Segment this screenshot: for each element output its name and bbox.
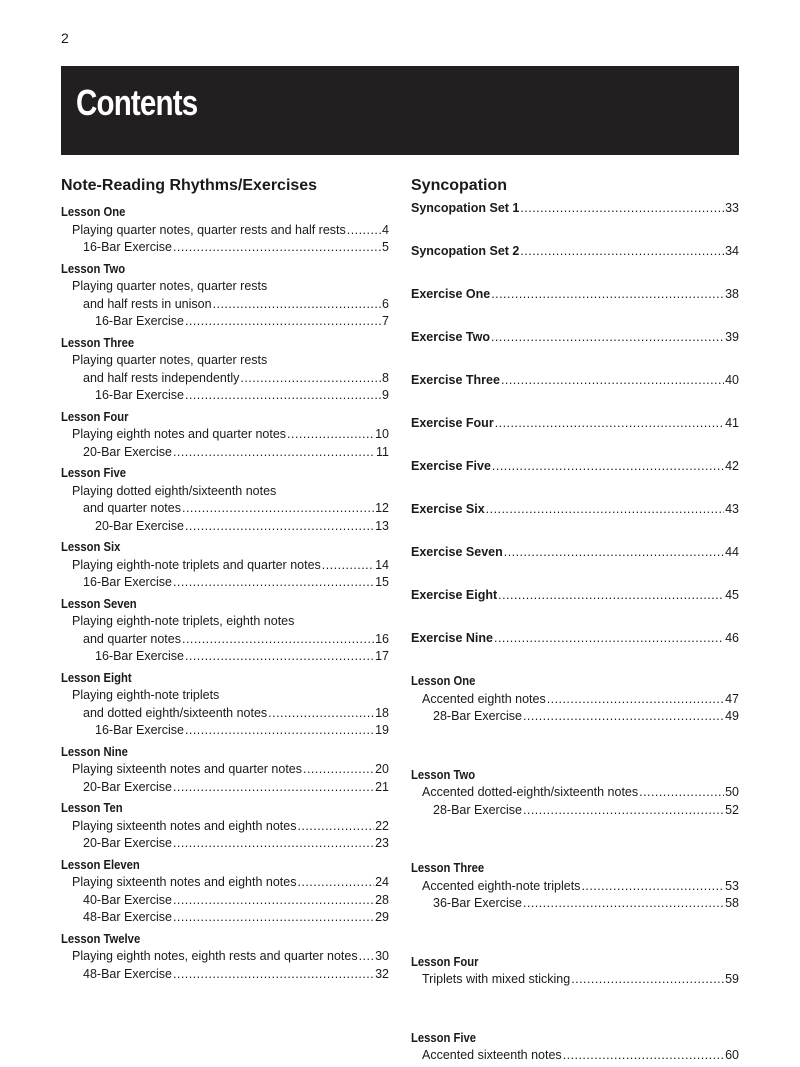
lesson-title[interactable]: Lesson Ten: [61, 801, 123, 815]
toc-entry-page: 8: [382, 370, 389, 385]
dot-leader: [523, 708, 724, 726]
dot-leader: [359, 948, 374, 966]
toc-entry-label: 16-Bar Exercise: [95, 723, 184, 737]
toc-entry-page: 46: [725, 631, 739, 645]
toc-entry-page: 6: [382, 296, 389, 311]
toc-entry-page: 21: [375, 779, 389, 794]
toc-entry-label: and quarter notes: [83, 501, 181, 515]
toc-entry-label: and half rests independently: [83, 370, 240, 385]
toc-entry[interactable]: [61, 966, 389, 984]
toc-entry-label: Playing eighth notes and quarter notes: [72, 427, 287, 441]
toc-entry[interactable]: [411, 895, 739, 913]
toc-entry-page: 44: [725, 545, 739, 559]
toc-entry-label: and half rests in unison: [83, 296, 212, 311]
toc-entry-page: 12: [375, 501, 389, 515]
dot-leader: [173, 779, 374, 797]
dot-leader: [491, 329, 724, 347]
toc-entry[interactable]: [61, 387, 389, 405]
toc-entry-label: 20-Bar Exercise: [83, 444, 172, 459]
dot-leader: [287, 426, 374, 444]
dot-leader: [185, 387, 381, 405]
lesson-block: [411, 1030, 739, 1065]
toc-entry-page: 50: [725, 785, 739, 799]
lesson-title[interactable]: Lesson Five: [61, 466, 127, 480]
toc-entry[interactable]: [411, 878, 739, 896]
lesson-title[interactable]: Lesson One: [61, 205, 126, 219]
toc-entry-label: and dotted eighth/sixteenth notes: [83, 705, 268, 720]
dot-leader: [173, 444, 375, 462]
toc-entry-label: 16-Bar Exercise: [95, 649, 184, 663]
toc-entry[interactable]: [61, 631, 389, 649]
lesson-title[interactable]: Lesson Four: [411, 954, 479, 969]
toc-entry[interactable]: [411, 971, 739, 989]
toc-entry-page: 10: [375, 427, 389, 441]
toc-entry-page: 39: [725, 330, 739, 344]
dot-leader: [268, 705, 374, 723]
toc-entry[interactable]: [61, 426, 389, 444]
toc-entry-label: Accented dotted-eighth/sixteenth notes: [422, 785, 639, 799]
toc-entry-page: 33: [725, 201, 739, 215]
lesson-block: [61, 670, 389, 740]
syncopation-entry[interactable]: [411, 415, 739, 433]
toc-entry[interactable]: [61, 500, 389, 518]
toc-entry[interactable]: [61, 296, 389, 314]
toc-entry-label: Playing quarter notes, quarter rests: [72, 279, 268, 293]
toc-left-column: [61, 176, 389, 983]
toc-entry[interactable]: [61, 779, 389, 797]
lesson-title[interactable]: Lesson Four: [61, 409, 129, 424]
toc-entry-page: 22: [375, 818, 389, 833]
dot-leader: [185, 518, 374, 536]
dot-leader: [182, 631, 374, 649]
toc-entry-label: Exercise Three: [411, 373, 500, 387]
toc-entry-page: 18: [375, 705, 389, 720]
toc-entry[interactable]: [411, 784, 739, 802]
toc-entry[interactable]: [411, 691, 739, 709]
toc-entry-label: 20-Bar Exercise: [83, 836, 172, 850]
dot-leader: [303, 761, 374, 779]
toc-entry[interactable]: [61, 892, 389, 910]
syncopation-set-list: [411, 200, 739, 648]
toc-entry-label: Playing quarter notes, quarter rests and half rests: [72, 222, 346, 237]
section-heading-note-reading: Note-Reading Rhythms/Exercises: [61, 177, 318, 194]
lesson-block: [61, 857, 389, 927]
toc-entry-label: 40-Bar Exercise: [83, 892, 172, 907]
dot-leader: [563, 1047, 724, 1065]
toc-entry-page: 53: [725, 878, 739, 893]
toc-entry-label: 20-Bar Exercise: [83, 779, 172, 794]
lesson-title[interactable]: Lesson Two: [411, 767, 476, 782]
dot-leader: [520, 200, 724, 218]
toc-entry-label: Exercise Seven: [411, 545, 503, 559]
dot-leader: [240, 370, 381, 388]
toc-entry-label: Syncopation Set 1: [411, 201, 520, 215]
toc-entry[interactable]: [61, 835, 389, 853]
toc-entry-page: 59: [725, 972, 739, 986]
lesson-block: [61, 596, 389, 666]
syncopation-entry[interactable]: [411, 329, 739, 347]
toc-entry[interactable]: [61, 444, 389, 462]
toc-entry[interactable]: [61, 722, 389, 740]
toc-entry-page: 58: [725, 896, 739, 910]
syncopation-entry[interactable]: [411, 587, 739, 605]
lesson-block: [61, 465, 389, 535]
lesson-block: [411, 673, 739, 726]
toc-entry-label: Exercise One: [411, 287, 491, 301]
syncopation-entry[interactable]: [411, 544, 739, 562]
toc-entry-page: 30: [375, 949, 389, 963]
dot-leader: [486, 501, 724, 519]
dot-leader: [297, 874, 374, 892]
dot-leader: [185, 313, 381, 331]
toc-entry-label: Exercise Four: [411, 416, 494, 430]
toc-entry-page: 19: [375, 723, 389, 737]
toc-entry[interactable]: [411, 1047, 739, 1065]
toc-entry-label: Playing eighth-note triplets, eighth notes: [72, 614, 295, 628]
toc-entry-label: Exercise Six: [411, 502, 485, 516]
toc-entry-page: 9: [382, 388, 389, 402]
dot-leader: [185, 722, 374, 740]
lesson-block: [411, 767, 739, 820]
dot-leader: [504, 544, 724, 562]
toc-entry[interactable]: [61, 761, 389, 779]
toc-entry[interactable]: [61, 239, 389, 257]
toc-entry[interactable]: [61, 557, 389, 575]
toc-entry-page: 23: [375, 836, 389, 850]
dot-leader: [213, 296, 381, 314]
left-lesson-list: [61, 204, 389, 983]
syncopation-entry[interactable]: [411, 501, 739, 519]
toc-entry[interactable]: [61, 574, 389, 592]
syncopation-entry[interactable]: [411, 630, 739, 648]
toc-entry-label: 16-Bar Exercise: [83, 575, 172, 589]
dot-leader: [173, 239, 381, 257]
dot-leader: [173, 574, 374, 592]
toc-entry-page: 29: [375, 910, 389, 924]
lesson-block: [411, 860, 739, 913]
toc-entry-page: 11: [376, 444, 389, 459]
page-number: 2: [61, 30, 69, 46]
toc-right-column: [411, 176, 739, 1065]
lesson-title[interactable]: Lesson Three: [411, 861, 485, 875]
toc-entry-label: Exercise Nine: [411, 631, 493, 645]
toc-entry-page: 14: [375, 557, 389, 572]
dot-leader: [297, 818, 374, 836]
syncopation-entry[interactable]: [411, 243, 739, 261]
lesson-block: [61, 204, 389, 257]
dot-leader: [547, 691, 724, 709]
toc-entry[interactable]: [61, 687, 389, 705]
toc-entry-label: Playing eighth notes, eighth rests and quarter notes: [72, 949, 358, 963]
toc-entry[interactable]: [61, 222, 389, 240]
toc-entry-label: Playing sixteenth notes and eighth notes: [72, 875, 297, 889]
toc-entry[interactable]: [61, 705, 389, 723]
dot-leader: [501, 372, 724, 390]
toc-entry-page: 52: [725, 802, 739, 817]
toc-entry-label: Playing dotted eighth/sixteenth notes: [72, 483, 277, 498]
toc-entry-label: Accented eighth-note triplets: [422, 878, 581, 893]
lesson-block: [61, 335, 389, 405]
toc-entry-page: 60: [725, 1048, 739, 1062]
dot-leader: [639, 784, 724, 802]
toc-entry-page: 16: [375, 631, 389, 646]
lesson-block: [61, 931, 389, 984]
toc-entry-label: Triplets with mixed sticking: [422, 972, 571, 986]
lesson-title[interactable]: Lesson Three: [61, 335, 135, 350]
toc-entry-label: Accented eighth notes: [422, 691, 546, 706]
toc-entry-page: 13: [375, 518, 389, 533]
dot-leader: [495, 415, 724, 433]
toc-entry-label: Exercise Eight: [411, 588, 498, 602]
toc-entry[interactable]: [61, 613, 389, 631]
lesson-title[interactable]: Lesson Seven: [61, 596, 137, 611]
toc-entry[interactable]: [61, 483, 389, 501]
toc-entry[interactable]: [61, 874, 389, 892]
dot-leader: [173, 835, 374, 853]
dot-leader: [492, 458, 724, 476]
toc-entry[interactable]: [61, 352, 389, 370]
syncopation-entry[interactable]: [411, 458, 739, 476]
lesson-block: [411, 954, 739, 989]
toc-entry-label: 28-Bar Exercise: [433, 709, 522, 723]
toc-entry-label: Playing sixteenth notes and eighth notes: [72, 818, 297, 833]
toc-entry[interactable]: [61, 818, 389, 836]
lesson-title[interactable]: Lesson Six: [61, 540, 121, 554]
toc-entry-page: 40: [725, 373, 739, 387]
toc-entry-label: Playing eighth-note triplets: [72, 688, 220, 702]
toc-entry-page: 43: [725, 502, 739, 516]
toc-entry-page: 32: [375, 966, 389, 981]
toc-entry[interactable]: [411, 708, 739, 726]
dot-leader: [491, 286, 724, 304]
lesson-title[interactable]: Lesson Two: [61, 261, 126, 276]
dot-leader: [571, 971, 724, 989]
lesson-title[interactable]: Lesson Eleven: [61, 857, 140, 872]
toc-entry-page: 47: [725, 691, 739, 706]
dot-leader: [322, 557, 374, 575]
toc-entry-label: Exercise Two: [411, 330, 490, 344]
toc-entry-page: 41: [725, 416, 739, 430]
toc-entry-page: 4: [382, 222, 389, 237]
contents-banner: [61, 66, 739, 155]
dot-leader: [185, 648, 374, 666]
toc-entry-page: 45: [725, 588, 739, 602]
toc-entry[interactable]: [61, 518, 389, 536]
lesson-block: [61, 409, 389, 462]
toc-entry-page: 28: [375, 892, 389, 907]
dot-leader: [520, 243, 724, 261]
toc-entry[interactable]: [61, 313, 389, 331]
toc-entry[interactable]: [411, 802, 739, 820]
syncopation-entry[interactable]: [411, 372, 739, 390]
toc-entry-page: 5: [382, 240, 389, 254]
lesson-title[interactable]: Lesson Nine: [61, 744, 128, 759]
lesson-title[interactable]: Lesson One: [411, 674, 476, 688]
dot-leader: [523, 895, 724, 913]
toc-entry-page: 49: [725, 709, 739, 723]
dot-leader: [498, 587, 724, 605]
lesson-block: [61, 539, 389, 592]
dot-leader: [182, 500, 374, 518]
toc-entry-label: Exercise Five: [411, 459, 491, 473]
toc-entry-page: 20: [375, 762, 389, 776]
dot-leader: [173, 892, 374, 910]
toc-entry[interactable]: [61, 948, 389, 966]
toc-entry[interactable]: [61, 648, 389, 666]
section-heading-syncopation: Syncopation: [411, 177, 508, 194]
toc-entry-label: 20-Bar Exercise: [95, 518, 184, 533]
page-title: Contents: [76, 82, 198, 123]
toc-entry-page: 42: [725, 459, 739, 473]
toc-entry-label: and quarter notes: [83, 631, 181, 646]
dot-leader: [347, 222, 381, 240]
toc-entry[interactable]: [61, 278, 389, 296]
toc-entry[interactable]: [61, 370, 389, 388]
toc-entry-page: 24: [375, 875, 389, 889]
toc-entry-label: Playing quarter notes, quarter rests: [72, 353, 268, 367]
toc-entry-page: 17: [375, 649, 389, 663]
toc-entry-label: 16-Bar Exercise: [83, 240, 172, 254]
dot-leader: [173, 909, 374, 927]
lesson-block: [61, 800, 389, 853]
toc-entry-page: 34: [725, 244, 739, 258]
lesson-title[interactable]: Lesson Five: [411, 1030, 477, 1045]
toc-entry-label: 28-Bar Exercise: [433, 802, 522, 817]
right-lesson-list: [411, 673, 739, 1065]
toc-entry[interactable]: [61, 909, 389, 927]
toc-entry-label: Accented sixteenth notes: [422, 1048, 562, 1062]
syncopation-entry[interactable]: [411, 200, 739, 218]
toc-entry-label: 16-Bar Exercise: [95, 314, 184, 328]
toc-entry-page: 7: [382, 314, 389, 328]
syncopation-entry[interactable]: [411, 286, 739, 304]
lesson-title[interactable]: Lesson Eight: [61, 670, 132, 685]
lesson-block: [61, 261, 389, 331]
toc-entry-page: 38: [725, 287, 739, 301]
toc-entry-label: 16-Bar Exercise: [95, 388, 184, 402]
dot-leader: [523, 802, 724, 820]
toc-entry-label: 36-Bar Exercise: [433, 896, 522, 910]
lesson-title[interactable]: Lesson Twelve: [61, 931, 141, 946]
toc-entry-label: 48-Bar Exercise: [83, 966, 172, 981]
toc-entry-label: 48-Bar Exercise: [83, 910, 172, 924]
dot-leader: [173, 966, 374, 984]
dot-leader: [494, 630, 724, 648]
toc-entry-page: 15: [375, 575, 389, 589]
toc-entry-label: Playing sixteenth notes and quarter notes: [72, 762, 303, 776]
toc-entry-label: Syncopation Set 2: [411, 244, 520, 258]
dot-leader: [581, 878, 724, 896]
toc-entry-label: Playing eighth-note triplets and quarter notes: [72, 557, 321, 572]
lesson-block: [61, 744, 389, 797]
